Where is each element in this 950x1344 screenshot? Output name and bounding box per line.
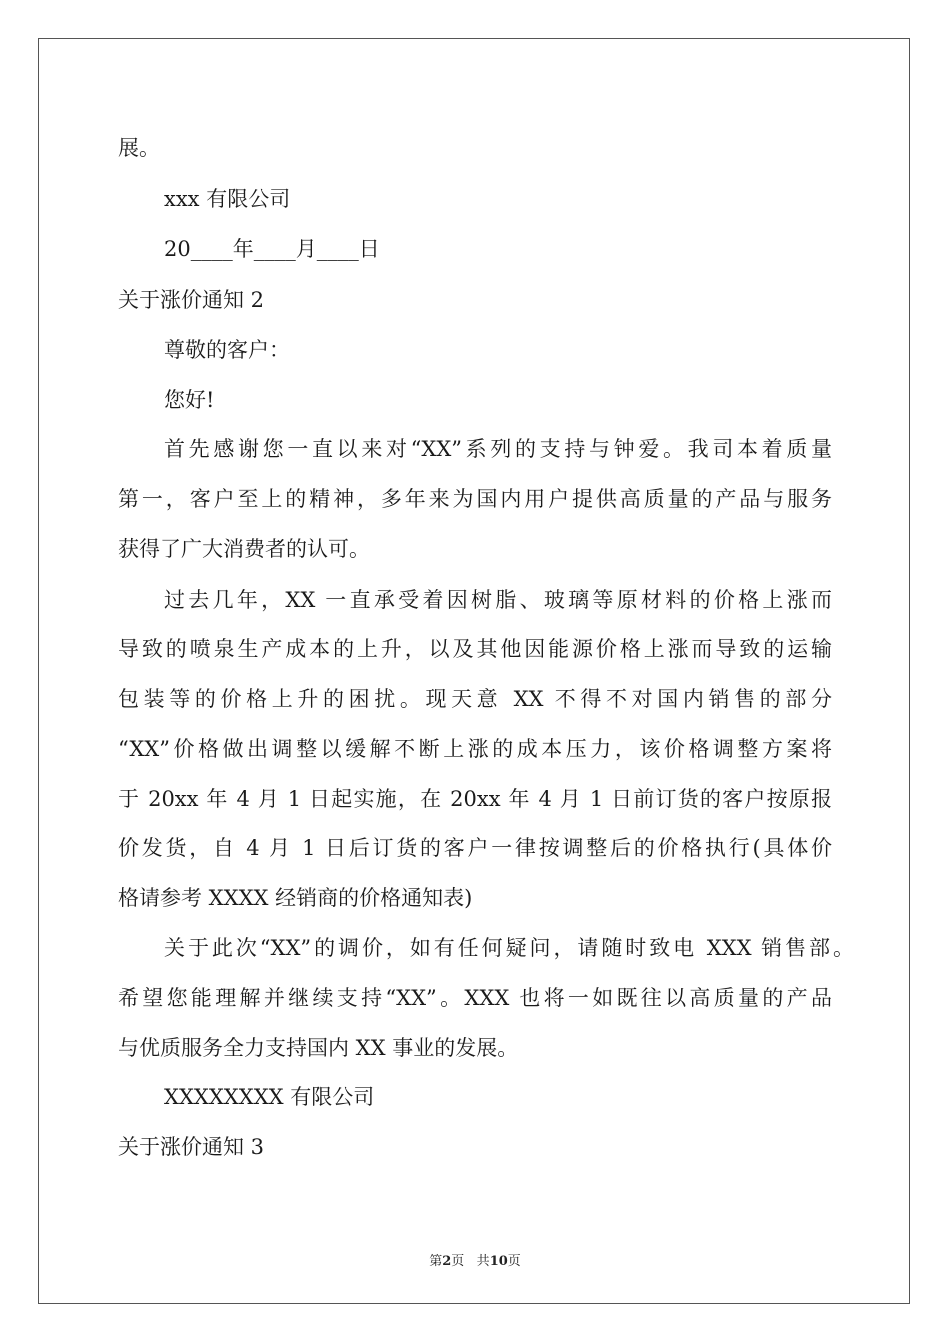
- paragraph-line: 价发货，自 4 月 1 日后订货的客户一律按调整后的价格执行(具体价: [118, 836, 832, 860]
- greeting: 您好!: [164, 388, 215, 412]
- page-border: [38, 38, 910, 1304]
- salutation: 尊敬的客户：: [164, 338, 290, 362]
- total-pages: 10: [489, 1254, 508, 1269]
- company-signature: xxx 有限公司: [164, 187, 291, 211]
- paragraph-line: “XX”价格做出调整以缓解不断上涨的成本压力，该价格调整方案将: [118, 737, 832, 761]
- company-signature: XXXXXXXX 有限公司: [164, 1085, 375, 1109]
- paragraph-line: 导致的喷泉生产成本的上升，以及其他因能源价格上涨而导致的运输: [118, 637, 832, 661]
- section-heading: 关于涨价通知 3: [118, 1135, 265, 1159]
- date-line: 20____年____月____日: [164, 237, 380, 261]
- footer-prefix: 第: [429, 1254, 443, 1269]
- footer-total-prefix: 共: [476, 1254, 490, 1269]
- paragraph-line: 获得了广大消费者的认可。: [118, 537, 370, 561]
- footer-page-suffix: 页: [451, 1254, 465, 1269]
- paragraph-line: 过去几年，XX 一直承受着因树脂、玻璃等原材料的价格上涨而: [164, 588, 832, 612]
- paragraph-line: 首先感谢您一直以来对“XX”系列的支持与钟爱。我司本着质量: [164, 437, 832, 461]
- section-heading: 关于涨价通知 2: [118, 288, 265, 312]
- paragraph-line: 希望您能理解并继续支持“XX”。XXX 也将一如既往以高质量的产品: [118, 986, 832, 1010]
- paragraph-line: 第一，客户至上的精神，多年来为国内用户提供高质量的产品与服务: [118, 487, 832, 511]
- footer-total-suffix: 页: [507, 1254, 521, 1269]
- page-footer: [0, 1250, 950, 1269]
- paragraph-line: 关于此次“XX”的调价，如有任何疑问，请随时致电 XXX 销售部。: [164, 936, 854, 960]
- paragraph-line: 格请参考 XXXX 经销商的价格通知表): [118, 886, 473, 910]
- page-number: 2: [442, 1254, 452, 1269]
- paragraph-line: 与优质服务全力支持国内 XX 事业的发展。: [118, 1036, 519, 1060]
- paragraph-line: 于 20xx 年 4 月 1 日起实施，在 20xx 年 4 月 1 日前订货的客户按原报: [118, 787, 832, 811]
- paragraph-line: 包装等的价格上升的困扰。现天意 XX 不得不对国内销售的部分: [118, 687, 832, 711]
- text-line: 展。: [118, 136, 160, 160]
